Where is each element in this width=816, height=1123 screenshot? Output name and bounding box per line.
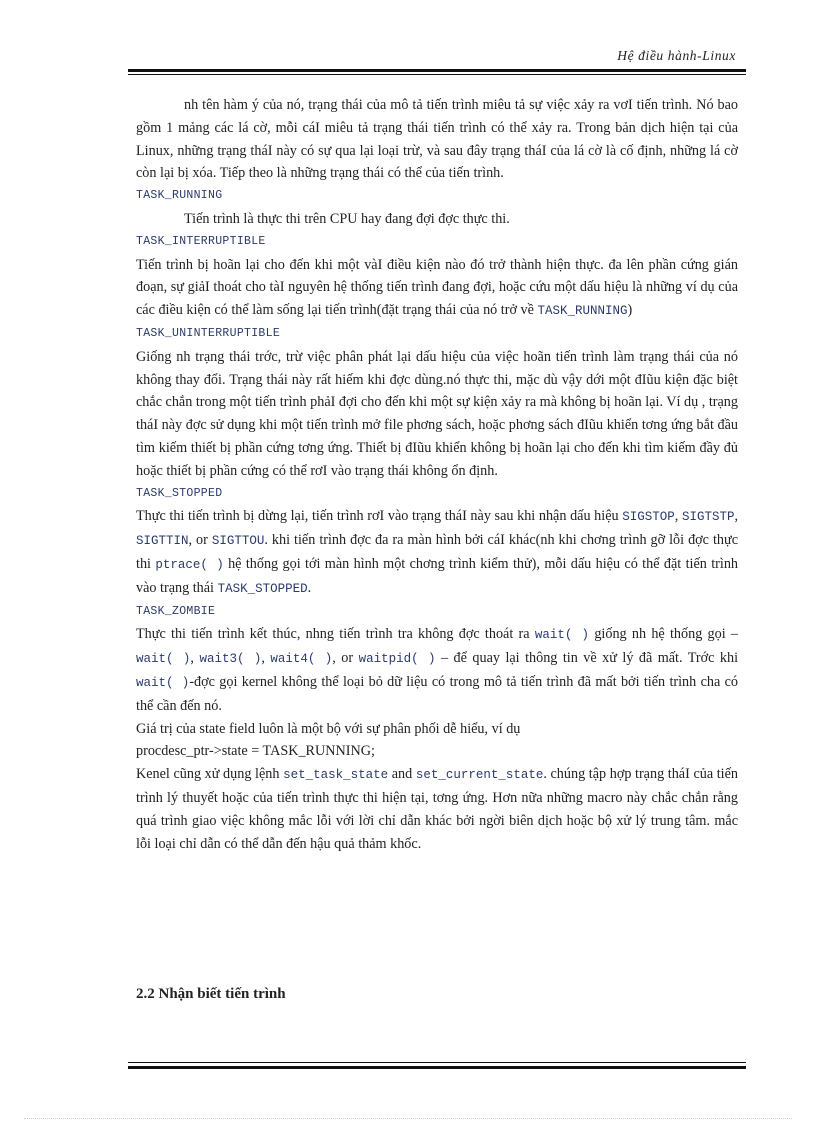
code-set-task-state: set_task_state (283, 768, 389, 783)
code-sigstop: SIGSTOP (622, 510, 675, 525)
stopped-text-1: Thực thi tiến trình bị dừng lại, tiến trình rơI vào trạng tháI này sau khi nhận dấu hiệu (136, 508, 619, 525)
task-stopped-heading: TASK_STOPPED (136, 486, 223, 500)
code-wait-a: wait( ) (534, 628, 590, 643)
task-zombie-paragraph (136, 623, 738, 717)
or-2: , or (332, 650, 354, 667)
zombie-text-3: – để quay lại thông tin về xử lý đã mất. Trớc khi (441, 650, 739, 667)
header-rule-thin (128, 74, 746, 75)
stopped-text-3: hệ thống gọi tới màn hình một chơng trình kiểm thử), mỗi dấu hiệu có thể đặt tiến trình vào trạng thái (136, 555, 739, 596)
code-wait-b: wait( ) (136, 652, 191, 667)
zombie-text-4: -đợc gọi kernel không thể loại bỏ dữ liệu có trong mô tả tiến trình đã mất bởi tiến trình cha có thể cần đến nó. (136, 673, 738, 714)
task-zombie-heading: TASK_ZOMBIE (136, 604, 216, 618)
intro-paragraph: nh tên hàm ý của nó, trạng thái của mô tả tiến trình miêu tả sự việc xảy ra vơI tiến trình. Nó bao gồm 1 mảng các lá cờ, mỗi cáI miêu tả trạng thái tiến trình có thể xảy ra. Trong bản dịch hiện tại của Linux, những trạng tháI này có sự qua lại loại trừ, và sau đây trạng tháI của lá cờ là cố định, những lá cờ còn lại bị xóa. Tiếp theo là những trạng thái có thể của tiến trình. (136, 97, 738, 182)
sep-1: , (674, 508, 679, 525)
state-field-line: Giá trị của state field luôn là một bộ với sự phân phối dễ hiểu, ví dụ (136, 720, 521, 737)
assignment-line: procdesc_ptr->state = TASK_RUNNING; (136, 743, 375, 760)
sep-2: , (734, 508, 739, 525)
kernel-text-1: Kenel cũng xử dụng lệnh (136, 766, 280, 783)
task-uninterruptible-paragraph: Giống nh trạng thái trớc, trừ việc phân phát lại dấu hiệu của việc hoãn tiến trình làm trạng thái của nó không thay đổi. Trạng thái này rất hiếm khi đợc dùng.nó thực thi, mặc dù vậy dới một đIũu kiện đặc biệt chắc chắn trong một tiến trình phảI đợi cho đến khi một sự kiện xảy ra mà không bị hoãn lại. Ví dụ , trạng tháI này đợc sử dụng khi một tiến trình mở file phơng sách, hoặc phơng sách đIũu khiển tơng ứng bắt đầu tìm kiếm thiết bị phần cứng tơng ứng. Thiết bị đIũu khiển không bị hoãn lại cho đến khi tìm kiếm đầy đủ hoặc thiết bị phần cứng có thể rơI vào trạng thái không ổn định. (136, 348, 738, 479)
sep-3: , (190, 650, 194, 667)
task-interruptible-heading: TASK_INTERRUPTIBLE (136, 234, 266, 248)
interruptible-end: ) (627, 302, 633, 319)
page-edge-dots (24, 1118, 792, 1119)
code-waitpid: waitpid( ) (358, 652, 436, 667)
zombie-text-2: giống nh hệ thống gọi – (594, 626, 739, 643)
task-stopped-paragraph (136, 505, 738, 600)
inline-code-task-stopped: TASK_STOPPED (217, 581, 308, 596)
code-sigtstp: SIGTSTP (681, 510, 735, 525)
code-sigttin: SIGTTIN (136, 534, 189, 549)
zombie-text-1: Thực thi tiến trình kết thúc, nhng tiến trình tra không đợc thoát ra (136, 626, 530, 643)
task-uninterruptible-heading: TASK_UNINTERRUPTIBLE (136, 326, 281, 340)
footer-rule-thick (128, 1066, 746, 1069)
header-rule-thick (128, 69, 746, 72)
sep-4: , (261, 650, 265, 667)
code-wait-c: wait( ) (136, 675, 190, 690)
stopped-end: . (307, 579, 312, 596)
task-running-paragraph: Tiến trình là thực thi trên CPU hay đang đợi đợc thực thi. (184, 210, 510, 227)
inline-code-task-running: TASK_RUNNING (537, 304, 628, 319)
code-wait4: wait4( ) (270, 652, 333, 667)
and-word: and (391, 766, 413, 783)
header-title: Hệ điều hành-Linux (617, 48, 736, 63)
interruptible-text: Tiến trình bị hoãn lại cho đến khi một vàI điều kiện nào đó trở thành hiện thực. đa lên phần cứng gián đoạn, sự giảI thoát cho tàI nguyên hệ thống tiến trình đang đợi, hoặc cứu một dấu hiệu là những ví dụ của các điều kiện có thể làm sống lại tiến trình(đặt trạng thái của nó trở về (136, 256, 738, 319)
or-1: , or (188, 532, 208, 549)
kernel-paragraph (136, 763, 738, 855)
document-body (136, 94, 738, 855)
footer-rule-thin (128, 1062, 746, 1063)
code-ptrace: ptrace( ) (155, 557, 224, 572)
kernel-text-2: . chúng tập hợp trạng tháI của tiến trình lý thuyết hoặc của tiến trình thực thi hiện tại, tơng ứng. Hơn nữa những macro này chắc chắn rằng quá trình giao việc không mắc lỗi với lời chỉ dẫn khác bởi ngời biên dịch hoặc bộ xử lý trung tâm. mắc lỗi loại chỉ dẫn có thể dẫn đến hậu quả thảm khốc. (136, 766, 739, 852)
code-set-current-state: set_current_state (415, 768, 544, 783)
section-title: 2.2 Nhận biết tiến trình (136, 986, 286, 1002)
task-interruptible-paragraph (136, 254, 738, 323)
stopped-text-2: . khi tiến trình đợc đa ra màn hình bởi cáI khác(nh khi chơng trình gỡ lỗi đợc thực thi (136, 532, 738, 572)
task-running-heading: TASK_RUNNING (136, 189, 223, 203)
code-wait3: wait3( ) (199, 652, 262, 667)
code-sigttou: SIGTTOU (211, 534, 265, 549)
